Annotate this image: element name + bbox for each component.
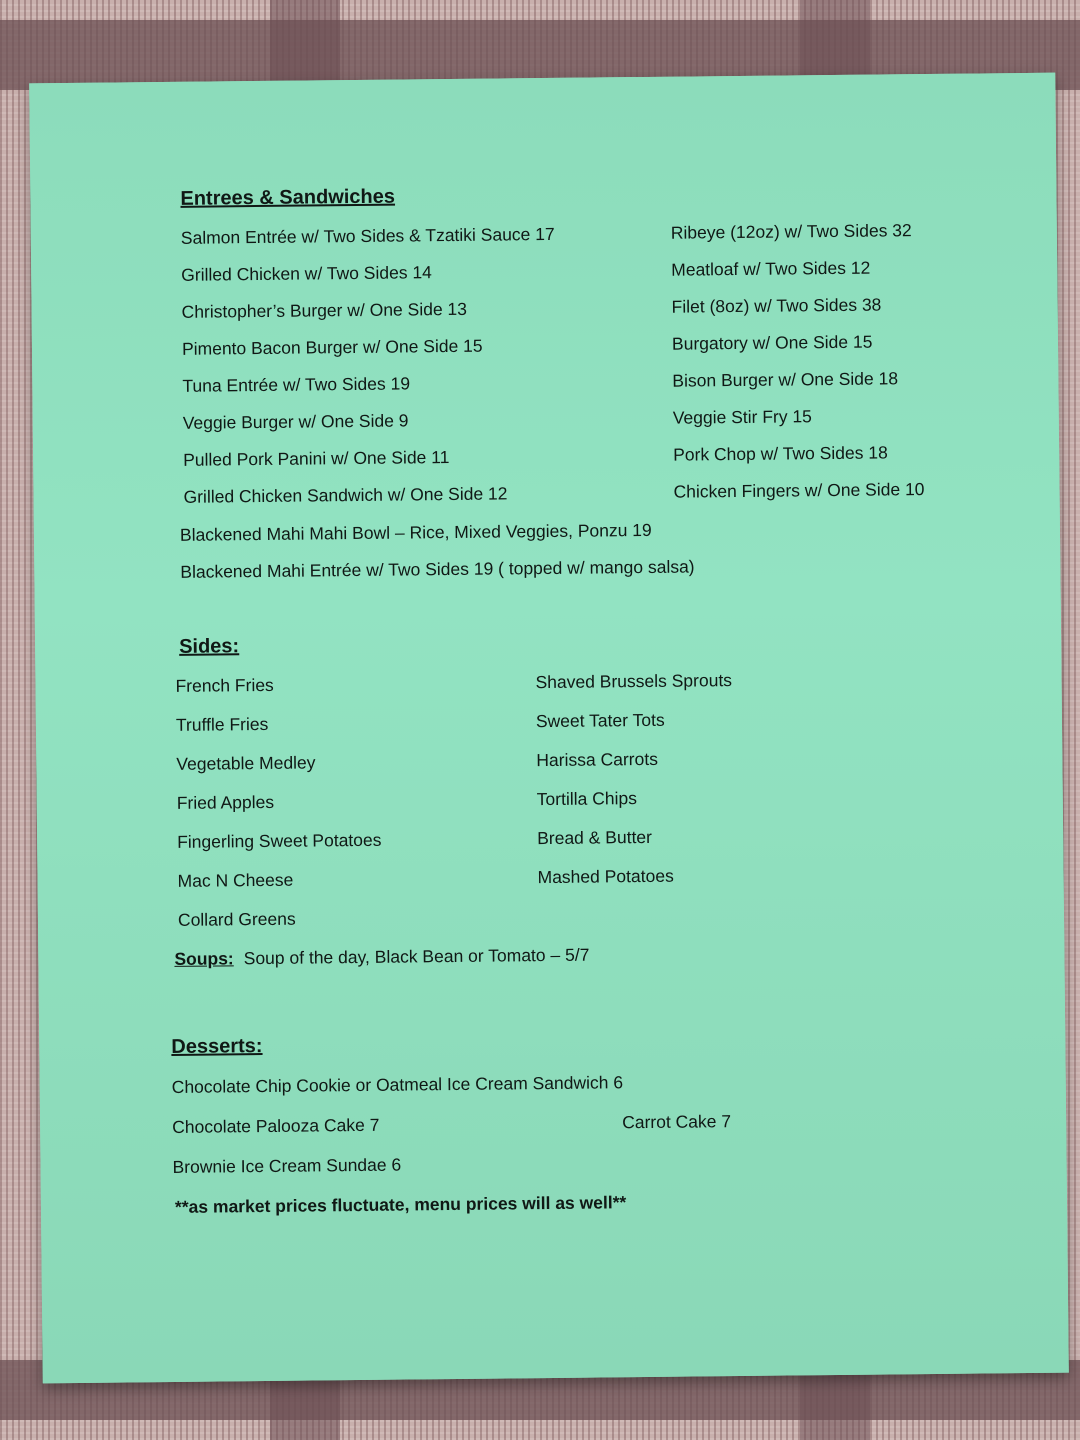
soups-line	[174, 945, 589, 970]
side-item: Tortilla Chips	[536, 788, 638, 810]
menu-item: Veggie Stir Fry 15	[672, 406, 812, 428]
sides-heading: Sides:	[179, 635, 240, 658]
dessert-item: Chocolate Chip Cookie or Oatmeal Ice Cream Sandwich 6	[171, 1072, 624, 1097]
menu-item: Tuna Entrée w/ Two Sides 19	[182, 373, 411, 396]
side-item: Fried Apples	[176, 791, 275, 813]
menu-item: Burgatory w/ One Side 15	[671, 331, 873, 354]
menu-item: Christopher’s Burger w/ One Side 13	[181, 298, 468, 322]
menu-item: Salmon Entrée w/ Two Sides & Tzatiki Sauce 17	[180, 223, 555, 248]
menu-item: Meatloaf w/ Two Sides 12	[671, 257, 871, 280]
side-item: French Fries	[175, 674, 274, 696]
menu-item: Pimento Bacon Burger w/ One Side 15	[181, 335, 483, 359]
dessert-item: Carrot Cake 7	[622, 1111, 732, 1133]
entrees-heading: Entrees & Sandwiches	[180, 185, 396, 210]
menu-item: Blackened Mahi Entrée w/ Two Sides 19 ( topped w/ mango salsa)	[180, 556, 695, 582]
dessert-item: Chocolate Palooza Cake 7	[172, 1114, 380, 1137]
side-item: Truffle Fries	[175, 713, 269, 735]
side-item: Harissa Carrots	[536, 748, 658, 771]
price-note: **as market prices fluctuate, menu prices will as well**	[174, 1192, 627, 1217]
menu-item: Bison Burger w/ One Side 18	[672, 368, 899, 391]
menu-item: Veggie Burger w/ One Side 9	[182, 410, 409, 433]
side-item: Sweet Tater Tots	[535, 709, 665, 732]
menu-item: Pork Chop w/ Two Sides 18	[673, 442, 888, 465]
menu-item: Grilled Chicken Sandwich w/ One Side 12	[183, 483, 508, 507]
menu-item: Pulled Pork Panini w/ One Side 11	[183, 447, 450, 470]
side-item: Collard Greens	[177, 908, 296, 930]
side-item: Vegetable Medley	[176, 752, 316, 774]
menu-item: Filet (8oz) w/ Two Sides 38	[671, 294, 882, 317]
menu-item: Ribeye (12oz) w/ Two Sides 32	[670, 220, 912, 243]
side-item: Bread & Butter	[537, 826, 653, 849]
menu-sheet	[29, 73, 1069, 1384]
side-item: Mashed Potatoes	[537, 865, 674, 888]
dessert-item: Brownie Ice Cream Sundae 6	[172, 1154, 402, 1177]
side-item: Shaved Brussels Sprouts	[535, 670, 733, 693]
soups-text: Soup of the day, Black Bean or Tomato – 5/7	[243, 944, 590, 969]
menu-item: Grilled Chicken w/ Two Sides 14	[181, 262, 432, 285]
desserts-heading: Desserts:	[171, 1035, 263, 1058]
side-item: Fingerling Sweet Potatoes	[177, 829, 382, 852]
menu-item: Chicken Fingers w/ One Side 10	[673, 479, 925, 502]
menu-item: Blackened Mahi Mahi Bowl – Rice, Mixed Veggies, Ponzu 19	[179, 519, 652, 545]
side-item: Mac N Cheese	[177, 869, 294, 891]
soups-label: Soups:	[174, 948, 234, 969]
